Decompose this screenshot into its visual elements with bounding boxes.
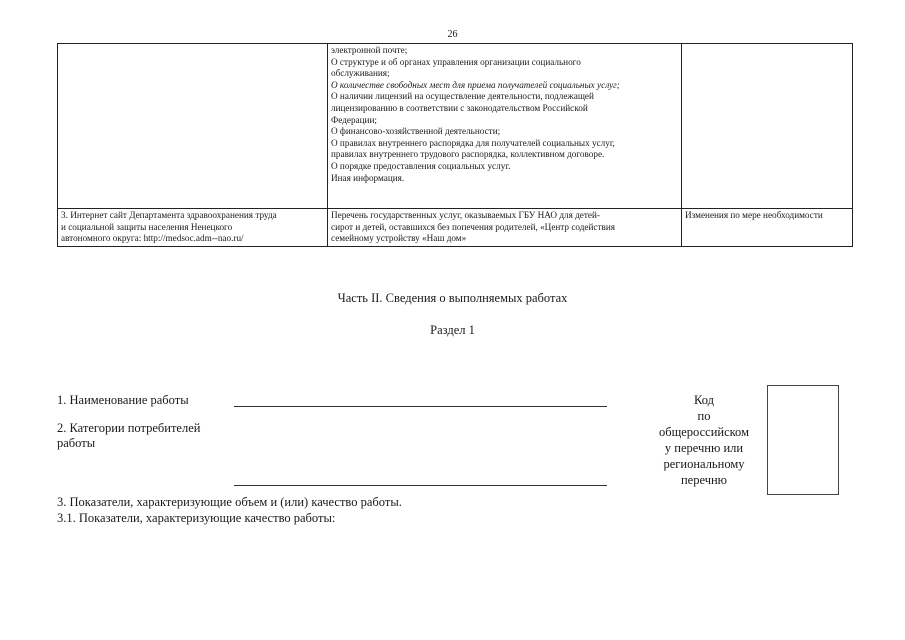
- cell-text-line: Перечень государственных услуг, оказываемых ГБУ НАО для детей-: [331, 210, 600, 220]
- table-row: [58, 44, 853, 209]
- consumer-categories-label-line: работы: [57, 436, 96, 450]
- table-cell: [682, 44, 853, 209]
- cell-text-line: О финансово-хозяйственной деятельности;: [331, 126, 501, 137]
- cell-text-line: лицензированию в соответствии с законодательством Российской: [331, 102, 588, 113]
- code-label-line: перечню: [680, 473, 728, 487]
- consumer-categories-label-line: 2. Категории потребителей: [57, 421, 201, 435]
- cell-text-line: О правилах внутреннего распорядка для получателей социальных услуг,: [331, 137, 615, 148]
- consumer-categories-label: [57, 421, 200, 451]
- information-table: [57, 43, 853, 247]
- cell-text-line: Изменения по мере необходимости: [685, 210, 823, 220]
- cell-text-line: 3. Интернет сайт Департамента здравоохранения труда: [61, 210, 277, 220]
- code-label: [640, 392, 768, 488]
- work-name-field[interactable]: [234, 406, 607, 407]
- table-cell: [58, 44, 328, 209]
- quality-indicators-heading: 3.1. Показатели, характеризующие качество работы:: [57, 511, 336, 525]
- indicators-heading: 3. Показатели, характеризующие объем и (или) качество работы.: [57, 495, 402, 509]
- cell-text-line: О порядке предоставления социальных услуг.: [331, 160, 511, 171]
- code-label-line: по: [697, 409, 711, 423]
- cell-text-line: и социальной защиты населения Ненецкого: [61, 221, 233, 232]
- cell-text-line: правилах внутреннего трудового распорядка, коллективном договоре.: [331, 149, 605, 160]
- cell-text-line: обслуживания;: [331, 68, 390, 79]
- code-label-line: Код: [694, 393, 714, 407]
- work-name-label: 1. Наименование работы: [57, 393, 189, 407]
- part-title: Часть II. Сведения о выполняемых работах: [337, 291, 568, 305]
- cell-text-line: О наличии лицензий на осуществление деятельности, подлежащей: [331, 91, 594, 102]
- cell-text-line: сирот и детей, оставшихся без попечения родителей, «Центр содействия: [331, 221, 615, 232]
- cell-text-line: семейному устройству «Наш дом»: [331, 233, 467, 244]
- code-label-line: региональному: [663, 457, 745, 471]
- cell-text-line: О количестве свободных мест для приема получателей социальных услуг;: [331, 79, 620, 90]
- section-title: Раздел 1: [430, 323, 475, 337]
- table-cell: [328, 209, 682, 247]
- table-cell: [682, 209, 853, 247]
- consumer-categories-field[interactable]: [234, 485, 607, 486]
- cell-text-line: О структуре и об органах управления организации социального: [331, 56, 581, 67]
- cell-text-line: электронной почте;: [331, 45, 408, 55]
- cell-text-line: Федерации;: [331, 114, 377, 125]
- code-label-line: общероссийском: [659, 425, 749, 439]
- code-input-box[interactable]: [767, 385, 839, 495]
- table-row: [58, 209, 853, 247]
- cell-text-line: автономного округа: http://medsoc.adm--nao.ru/: [61, 233, 244, 244]
- code-label-line: у перечню или: [664, 441, 744, 455]
- page-number: 26: [447, 29, 458, 40]
- cell-text-line: Иная информация.: [331, 172, 405, 183]
- table-cell: [328, 44, 682, 209]
- table-cell: [58, 209, 328, 247]
